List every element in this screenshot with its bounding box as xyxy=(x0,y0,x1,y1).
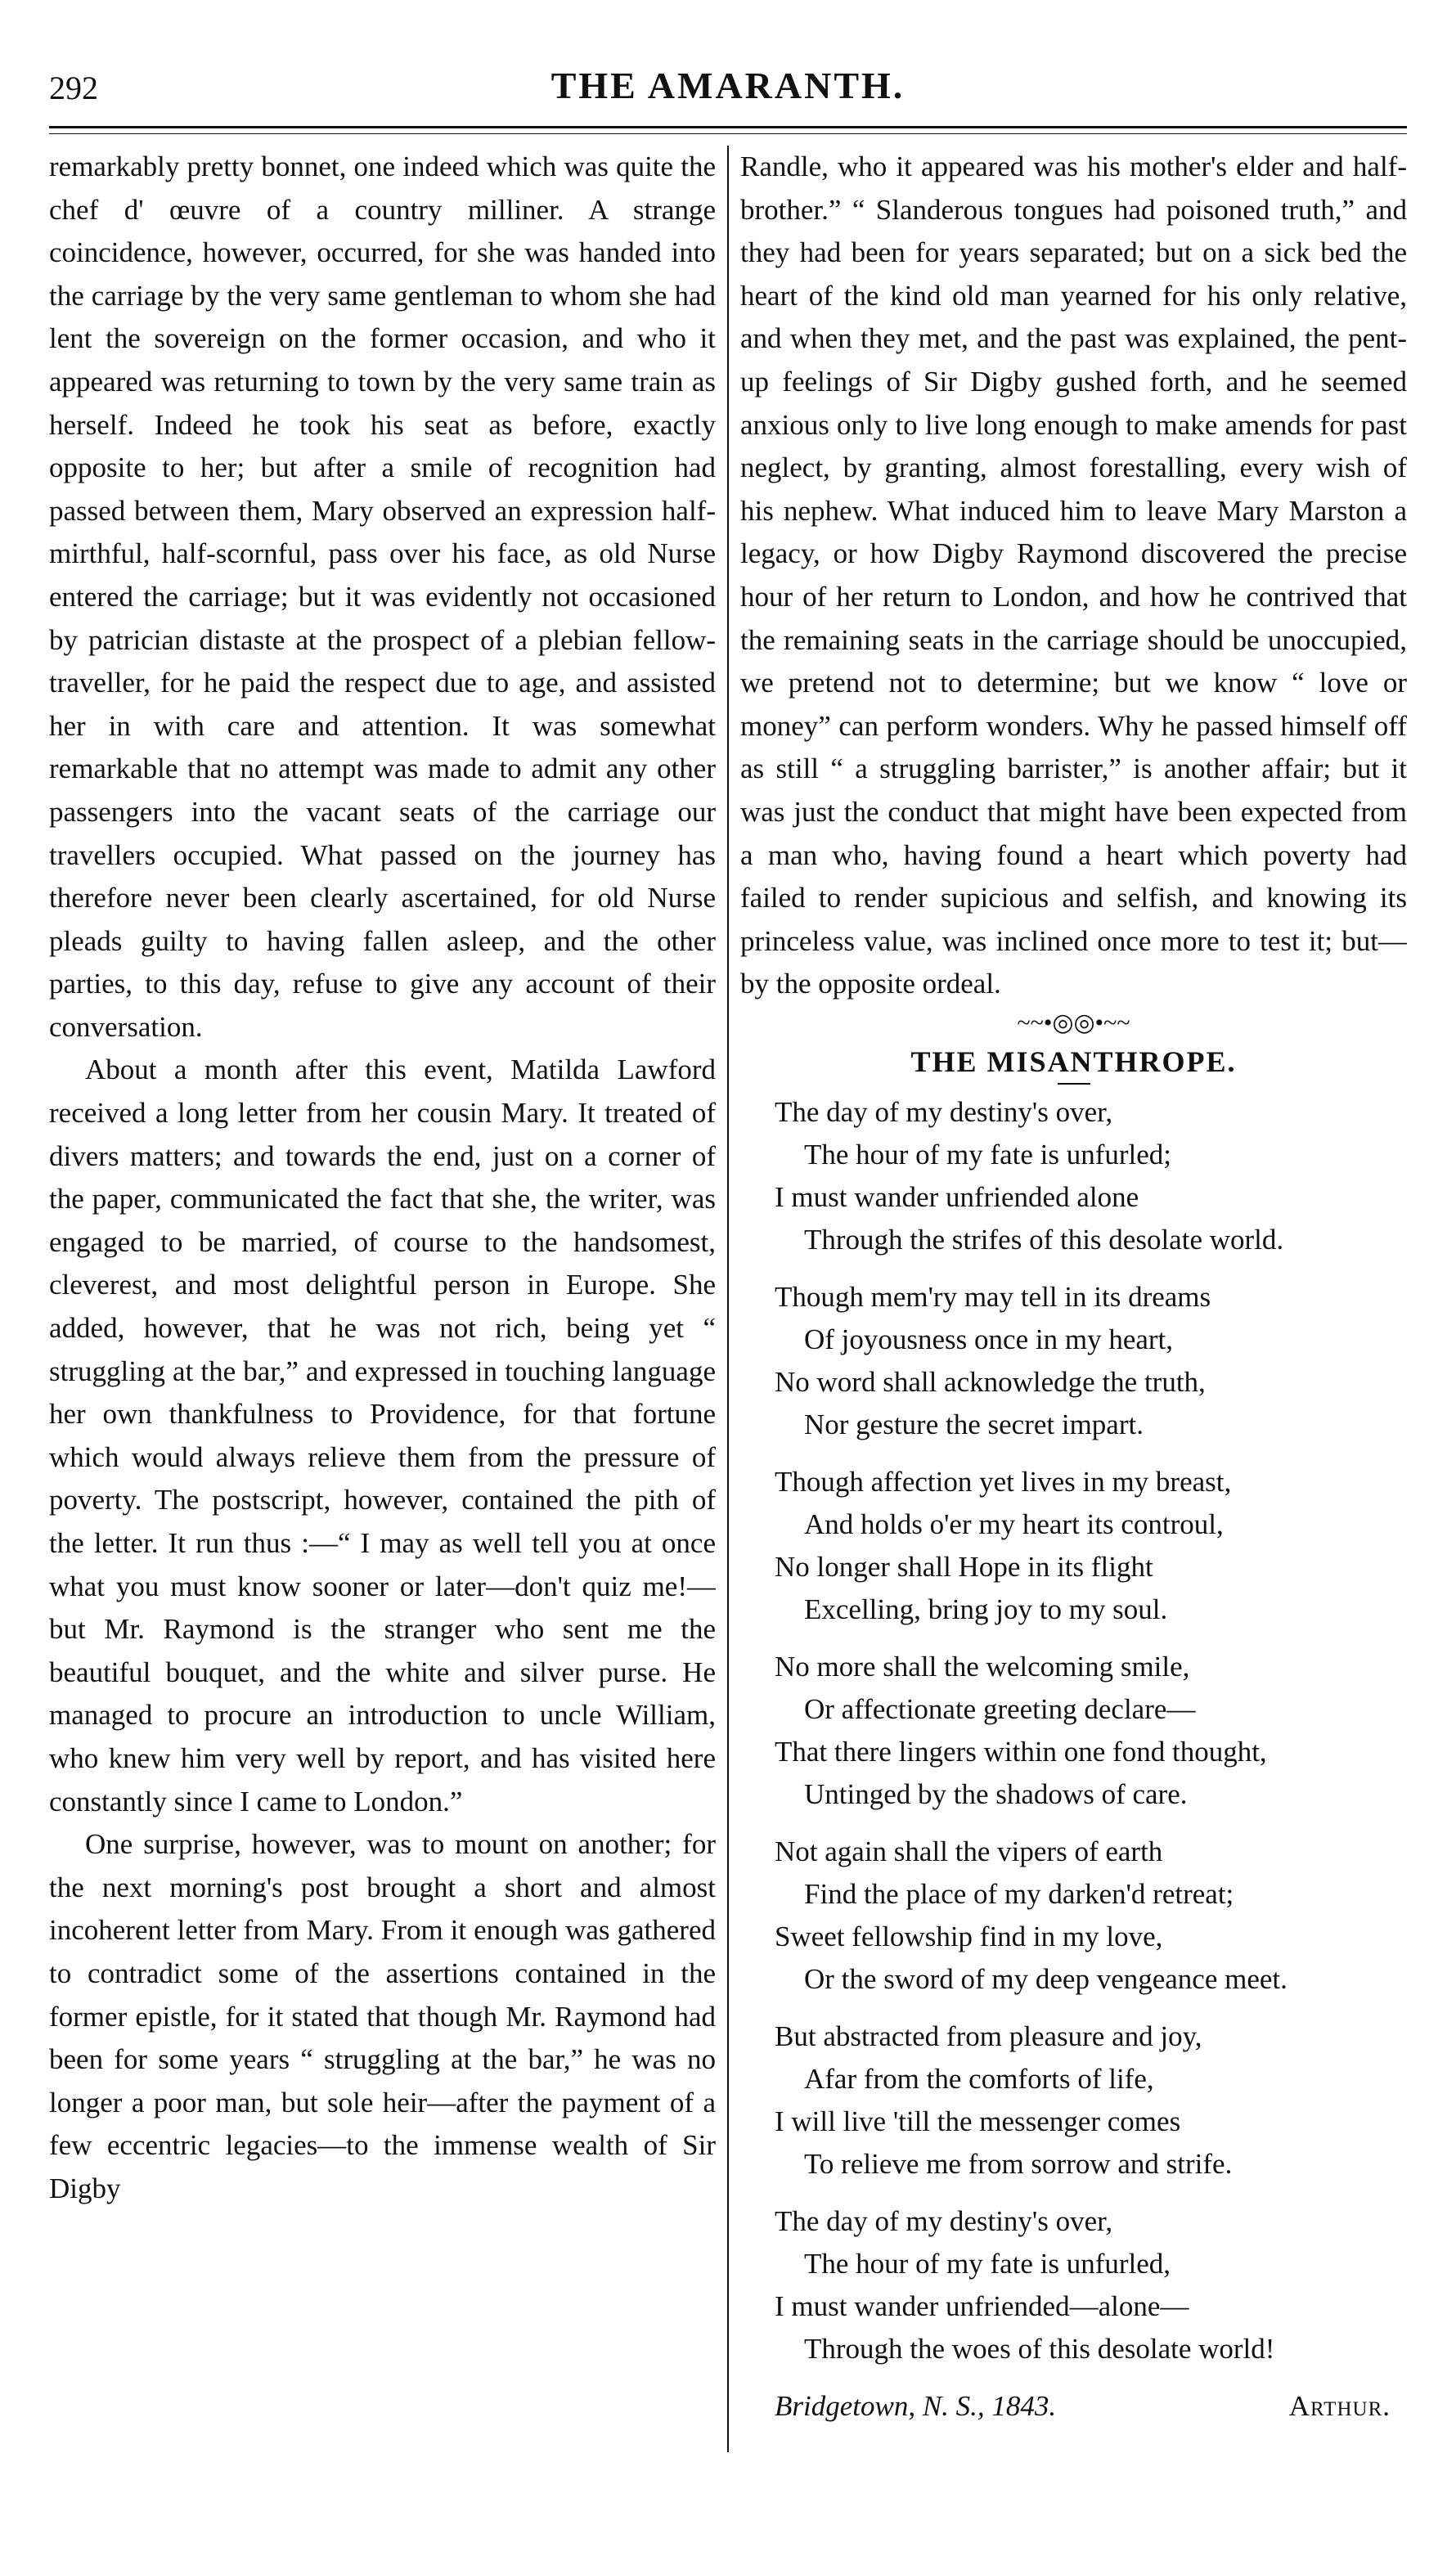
journal-title: THE AMARANTH. xyxy=(550,65,906,106)
ornament-divider: ~~•◎◎•~~ xyxy=(1017,1009,1130,1036)
stanza xyxy=(775,1091,1407,1261)
right-paragraph-1: Randle, who it appeared was his mother's elder and half-brother.” “ Slanderous tongues had poisoned truth,” and they had been for years separated; but on a sick bed the heart of the kind old man yearned for his only relative, and when they met, and the past was explained, the pent-up feelings of Sir Digby gushed forth, and he seemed anxious only to live long enough to make amends for past neglect, by granting, almost forestalling, every wish of his nephew. What induced him to leave Mary Marston a legacy, or how Digby Raymond discovered the precise hour of her return to London, and how he contrived that the remaining seats in the carriage should be unoccupied, we pretend not to determine; but we know “ love or money” can perform wonders. Why he passed himself off as still “ a struggling barrister,” is another affair; but it was just the conduct that might have been expected from a man who, having found a heart which poverty had failed to render supicious and selfish, and knowing its princeless value, was inclined once more to test it; but—by the opposite ordeal. xyxy=(740,151,1407,1000)
right-column xyxy=(740,146,1407,2452)
verse-line: No more shall the welcoming smile, xyxy=(775,1650,1190,1683)
verse-line: Find the place of my darken'd retreat; xyxy=(804,1877,1234,1910)
verse-line: Through the woes of this desolate world! xyxy=(804,2332,1275,2365)
verse-line: Through the strifes of this desolate world. xyxy=(804,1223,1284,1256)
poem-title-rule xyxy=(1058,1083,1090,1085)
verse-line: No longer shall Hope in its flight xyxy=(775,1550,1153,1583)
verse-line: And holds o'er my heart its controul, xyxy=(804,1507,1224,1540)
verse-line: Excelling, bring joy to my soul. xyxy=(804,1593,1168,1625)
text-columns xyxy=(49,146,1407,2452)
verse-line: No word shall acknowledge the truth, xyxy=(775,1365,1206,1398)
stanza xyxy=(775,1276,1407,1446)
running-head xyxy=(49,57,1407,123)
verse-line: Not again shall the vipers of earth xyxy=(775,1835,1163,1867)
verse-line: Sweet fellowship find in my love, xyxy=(775,1920,1163,1952)
left-paragraph-2: About a month after this event, Matilda Lawford received a long letter from her cousin Mary. It treated of divers matters; and towards the end, just on a corner of the paper, communicated the fact that she, the writer, was engaged to be married, of course to the handsomest, cleverest, and most delightful person in Europe. She added, however, that he was not rich, being yet “ struggling at the bar,” and expressed in touching language her own thankfulness to Providence, for that fortune which would always relieve them from the pressure of poverty. The postscript, however, contained the pith of the letter. It run thus :—“ I may as well tell you at once what you must know sooner or later—don't quiz me!—but Mr. Raymond is the stranger who sent me the beautiful bouquet, and the white and silver purse. He managed to procure an introduction to uncle William, who knew him very well by report, and has visited here constantly since I came to London.” xyxy=(49,1054,716,1817)
verse-line: Of joyousness once in my heart, xyxy=(804,1323,1174,1355)
verse-line: That there lingers within one fond thought, xyxy=(775,1735,1267,1768)
poem-body xyxy=(740,1091,1407,2370)
verse-line: Nor gesture the secret impart. xyxy=(804,1408,1144,1440)
verse-line: Or the sword of my deep vengeance meet. xyxy=(804,1962,1287,1995)
header-rule-thin xyxy=(49,133,1407,134)
left-paragraph-1: remarkably pretty bonnet, one indeed which was quite the chef d' œuvre of a country milliner. A strange coincidence, however, occurred, for she was handed into the carriage by the very same gentleman to whom she had lent the sovereign on the former occasion, and who it appeared was returning to town by the very same train as herself. Indeed he took his seat as before, exactly opposite to her; but after a smile of recognition had passed between them, Mary observed an expression half-mirthful, half-scornful, pass over his face, as old Nurse entered the carriage; but it was evidently not occasioned by patrician distaste at the prospect of a plebian fellow-traveller, for he paid the respect due to age, and assisted her in with care and attention. It was somewhat remarkable that no attempt was made to admit any other passengers into the vacant seats of the carriage our travellers occupied. What passed on the journey has therefore never been clearly ascertained, for old Nurse pleads guilty to having fallen asleep, and the other parties, to this day, refuse to give any account of their conversation. xyxy=(49,151,716,1043)
poem-title: THE MISANTHROPE. xyxy=(910,1045,1237,1078)
left-column xyxy=(49,146,716,2452)
poem-signature xyxy=(740,2385,1407,2428)
stanza xyxy=(775,1461,1407,1631)
left-paragraph-3: One surprise, however, was to mount on another; for the next morning's post brought a short and almost incoherent letter from Mary. From it enough was gathered to contradict some of the assertions contained in the former epistle, for it stated that though Mr. Raymond had been for some years “ struggling at the bar,” he was no longer a poor man, but sole heir—after the payment of a few eccentric legacies—to the immense wealth of Sir Digby xyxy=(49,1828,716,2204)
verse-line: Or affectionate greeting declare— xyxy=(804,1692,1196,1725)
verse-line: I must wander unfriended—alone— xyxy=(775,2289,1189,2322)
verse-line: Afar from the comforts of life, xyxy=(804,2062,1154,2095)
document-page xyxy=(49,57,1407,2495)
column-divider xyxy=(727,146,729,2452)
stanza xyxy=(775,1831,1407,2001)
stanza xyxy=(775,2015,1407,2186)
header-rule-thick xyxy=(49,126,1407,128)
verse-line: I must wander unfriended alone xyxy=(775,1180,1139,1213)
verse-line: The hour of my fate is unfurled; xyxy=(804,1138,1172,1170)
stanza xyxy=(775,1646,1407,1816)
verse-line: Untinged by the shadows of care. xyxy=(804,1777,1188,1810)
verse-line: Though affection yet lives in my breast, xyxy=(775,1465,1232,1498)
verse-line: The day of my destiny's over, xyxy=(775,2204,1113,2237)
verse-line: To relieve me from sorrow and strife. xyxy=(804,2147,1233,2180)
verse-line: The hour of my fate is unfurled, xyxy=(804,2247,1171,2280)
poem-dateline: Bridgetown, N. S., 1843. xyxy=(775,2389,1057,2422)
page-number: 292 xyxy=(49,70,98,106)
poem-author: Arthur. xyxy=(1288,2389,1391,2422)
verse-line: Though mem'ry may tell in its dreams xyxy=(775,1280,1211,1313)
stanza xyxy=(775,2200,1407,2370)
verse-line: I will live 'till the messenger comes xyxy=(775,2105,1181,2137)
verse-line: But abstracted from pleasure and joy, xyxy=(775,2020,1202,2052)
verse-line: The day of my destiny's over, xyxy=(775,1095,1113,1128)
